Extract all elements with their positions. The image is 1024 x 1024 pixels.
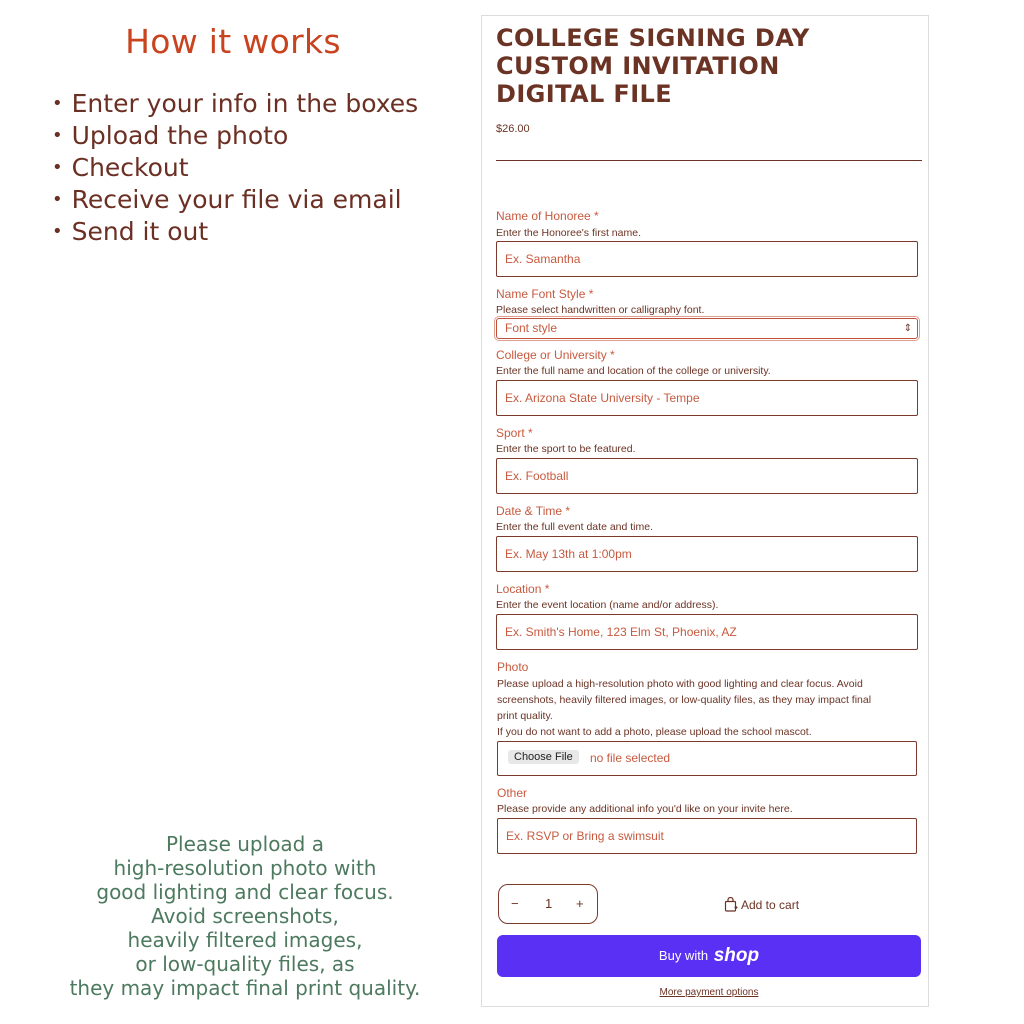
upload-note-line: or low-quality files, as	[135, 952, 355, 976]
step-item: • Receive your file via email	[52, 184, 418, 216]
photo-help-line: print quality.	[497, 710, 553, 722]
college-label: College or University *	[496, 348, 615, 362]
location-label: Location *	[496, 582, 550, 596]
upload-note-line: high-resolution photo with	[113, 856, 377, 880]
upload-note-line: Please upload a	[166, 832, 324, 856]
other-label: Other	[497, 786, 528, 800]
location-input[interactable]	[496, 614, 918, 650]
increase-quantity-button[interactable]: +	[576, 896, 584, 911]
college-help: Enter the full name and location of the college or university.	[496, 365, 771, 377]
sport-label: Sport *	[496, 426, 533, 440]
upload-note-line: Avoid screenshots,	[151, 904, 339, 928]
datetime-label: Date & Time *	[496, 504, 571, 518]
step-item: • Checkout	[52, 152, 418, 184]
college-input[interactable]	[496, 380, 918, 416]
sport-input[interactable]	[496, 458, 918, 494]
datetime-input[interactable]	[496, 536, 918, 572]
buy-with-label: Buy with	[658, 948, 709, 963]
upload-note-line: they may impact final print quality.	[69, 976, 421, 1000]
add-to-cart-label: Add to cart	[741, 898, 800, 912]
location-help: Enter the event location (name and/or address).	[496, 599, 719, 611]
add-to-cart-button[interactable]	[724, 897, 799, 912]
how-it-works-title: How it works	[125, 22, 341, 61]
decrease-quantity-button[interactable]: −	[511, 896, 519, 911]
font-style-help: Please select handwritten or calligraphy font.	[496, 304, 705, 316]
upload-note-line: good lighting and clear focus.	[96, 880, 394, 904]
product-title-line: COLLEGE SIGNING DAY	[496, 24, 810, 52]
font-style-label: Name Font Style *	[496, 287, 594, 301]
photo-label: Photo	[497, 660, 529, 674]
honoree-input[interactable]	[496, 241, 918, 277]
steps-list	[52, 88, 418, 248]
upload-note-line: heavily filtered images,	[127, 928, 363, 952]
product-title-line: DIGITAL FILE	[496, 80, 673, 108]
shopping-bag-icon	[724, 897, 738, 912]
photo-file-input[interactable]	[497, 741, 917, 776]
more-payment-options-link[interactable]: More payment options	[659, 987, 759, 998]
datetime-help: Enter the full event date and time.	[496, 521, 654, 533]
select-chevron-icon: ⇕	[903, 323, 912, 334]
honoree-help: Enter the Honoree's first name.	[496, 227, 641, 239]
other-help: Please provide any additional info you'd like on your invite here.	[497, 803, 793, 815]
product-title	[496, 24, 916, 108]
photo-help	[497, 676, 917, 740]
upload-note	[30, 832, 460, 1000]
divider	[496, 160, 922, 161]
shop-logo: shop	[713, 945, 760, 966]
font-style-select[interactable]	[496, 318, 918, 339]
product-title-line: CUSTOM INVITATION	[496, 52, 780, 80]
quantity-stepper	[498, 884, 598, 924]
honoree-label: Name of Honoree *	[496, 209, 599, 223]
photo-help-line: screenshots, heavily filtered images, or low-quality files, as they may impact final	[497, 694, 872, 706]
buy-with-shop-button[interactable]	[497, 935, 921, 977]
product-price: $26.00	[496, 123, 530, 135]
other-input[interactable]	[497, 818, 917, 854]
file-status: no file selected	[590, 751, 671, 765]
sport-help: Enter the sport to be featured.	[496, 443, 636, 455]
quantity-value[interactable]: 1	[545, 896, 553, 911]
step-item: • Enter your info in the boxes	[52, 88, 418, 120]
step-item: • Send it out	[52, 216, 418, 248]
step-item: • Upload the photo	[52, 120, 418, 152]
choose-file-button[interactable]: Choose File	[508, 750, 579, 764]
photo-help-line: If you do not want to add a photo, please upload the school mascot.	[497, 726, 812, 738]
photo-help-line: Please upload a high-resolution photo with good lighting and clear focus. Avoid	[497, 678, 863, 690]
font-style-value: Font style	[505, 321, 558, 335]
